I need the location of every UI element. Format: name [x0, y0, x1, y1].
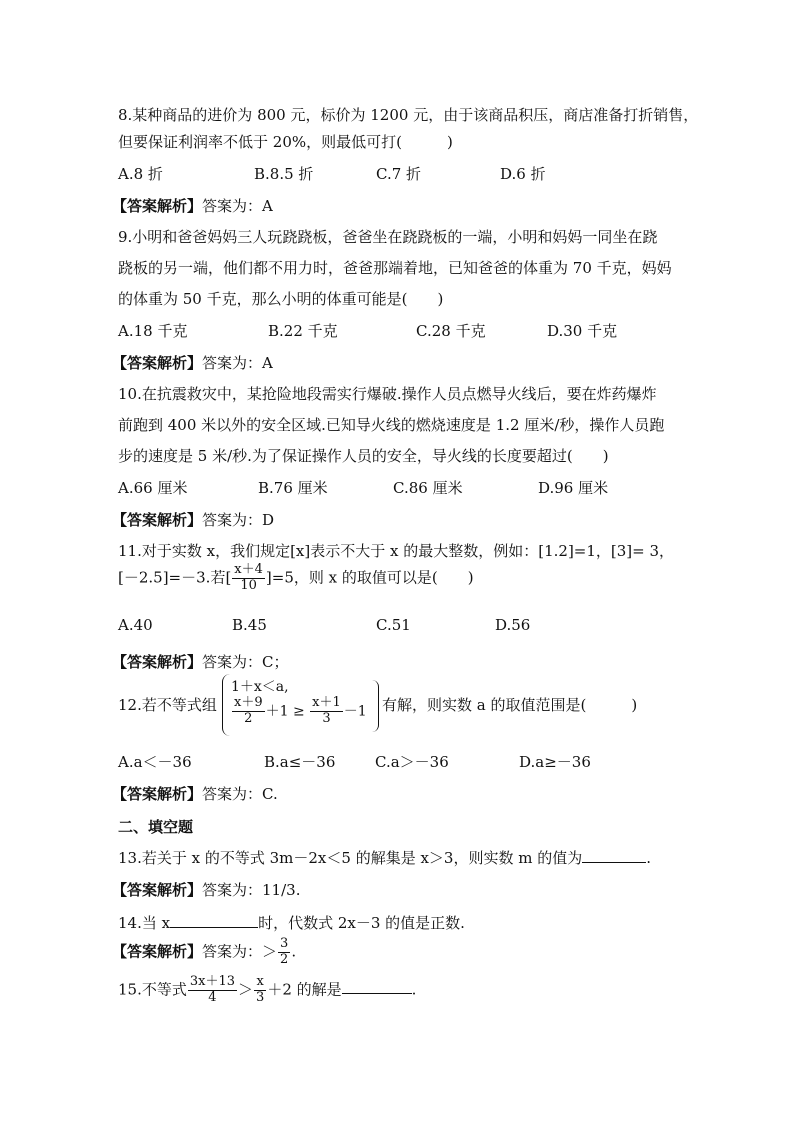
q15-plus: ＋2 的解是: [267, 980, 342, 999]
q12-fraction-2: [310, 696, 343, 727]
q14-text-start: 14.当 x: [118, 914, 171, 932]
q12-option-a: A.a＜－36: [118, 753, 192, 771]
q14-line: [118, 912, 465, 933]
fraction-denominator: 4: [208, 989, 217, 1005]
q12-option-c: C.a＞－36: [375, 753, 449, 771]
answer-tag: 【答案解析】: [112, 785, 203, 803]
answer-text: 答案为：11/3.: [202, 881, 301, 899]
q9-option-c: C.28 千克: [416, 322, 486, 340]
q12-row-2: [231, 696, 367, 727]
q8-answer: [112, 195, 273, 216]
answer-text: 答案为：C；: [202, 653, 289, 671]
q11-option-c: C.51: [376, 616, 411, 634]
q9-line-1: 9.小明和爸爸妈妈三人玩跷跷板，爸爸坐在跷跷板的一端，小明和妈妈一同坐在跷: [118, 228, 658, 246]
q15-answer-blank: [342, 992, 412, 994]
q8-option-d: D.6 折: [500, 165, 546, 183]
q10-option-d: D.96 厘米: [538, 479, 609, 497]
q11-line-2-end: ]=5，则 x 的取值可以是( ): [265, 568, 474, 587]
q12-fraction-1: [232, 696, 265, 727]
q10-line-3: 步的速度是 5 米/秒.为了保证操作人员的安全，导火线的长度要超过( ): [118, 447, 609, 465]
q14-answer: [112, 937, 296, 968]
fraction-numerator: 3: [280, 936, 289, 951]
q9-line-3: 的体重为 50 千克，那么小明的体重可能是( ): [118, 290, 444, 308]
answer-text: 答案为：D: [202, 511, 275, 529]
q11-line-2: [118, 563, 474, 594]
q13-text: 13.若关于 x 的不等式 3m－2x＜5 的解集是 x＞3，则实数 m 的值为: [118, 849, 583, 867]
q12-prefix: 12.若不等式组: [118, 696, 217, 714]
q15-line: [118, 975, 416, 1006]
q8-option-a: A.8 折: [118, 165, 163, 183]
q8-line-1: 8.某种商品的进价为 800 元，标价为 1200 元，由于该商品积压，商店准备打折销售，: [118, 106, 699, 124]
q11-line-1: 11.对于实数 x，我们规定[x]表示不大于 x 的最大整数，例如：[1.2]=1，[3]= 3，: [118, 542, 675, 560]
q12-suffix: 有解，则实数 a 的取值范围是( ): [382, 696, 638, 714]
q14-text-end: 时，代数式 2x－3 的值是正数.: [258, 914, 465, 932]
fraction-denominator: 2: [244, 710, 253, 726]
answer-text: 答案为：＞: [202, 942, 278, 961]
q12-answer: [112, 783, 278, 804]
q10-line-1: 10.在抗震救灾中，某抢险地段需实行爆破.操作人员点燃导火线后，要在炸药爆炸: [118, 385, 657, 403]
q13-answer: [112, 879, 300, 900]
fraction-denominator: 10: [240, 577, 257, 593]
answer-tag: 【答案解析】: [112, 942, 203, 961]
q11-fraction: [232, 563, 265, 594]
q15-greater-than: ＞: [238, 980, 254, 999]
q14-answer-fraction: [278, 937, 290, 968]
answer-text: 答案为：A: [202, 197, 273, 215]
q12-right-brace: [372, 680, 379, 732]
q15-fraction-2: [254, 975, 266, 1006]
q12-option-d: D.a≥－36: [519, 753, 591, 771]
fraction-denominator: 2: [280, 951, 289, 967]
q11-option-a: A.40: [118, 616, 153, 634]
q9-line-2: 跷板的另一端，他们都不用力时，爸爸那端着地，已知爸爸的体重为 70 千克，妈妈: [118, 259, 672, 277]
q11-answer: [112, 651, 289, 672]
answer-text: 答案为：A: [202, 354, 273, 372]
q9-option-b: B.22 千克: [268, 322, 338, 340]
q11-option-d: D.56: [495, 616, 531, 634]
q10-option-b: B.76 厘米: [258, 479, 328, 497]
q13-answer-blank: [582, 861, 646, 863]
q10-line-2: 前跑到 400 米以外的安全区域.已知导火线的燃烧速度是 1.2 厘米/秒，操作人员跑: [118, 416, 665, 434]
q13-period: .: [646, 849, 652, 867]
q11-option-b: B.45: [232, 616, 267, 634]
answer-tag: 【答案解析】: [112, 197, 203, 215]
q10-option-c: C.86 厘米: [393, 479, 463, 497]
fraction-numerator: x＋1: [312, 695, 341, 710]
q9-option-d: D.30 千克: [547, 322, 618, 340]
fraction-denominator: 3: [322, 710, 331, 726]
q12-left-brace: [222, 674, 231, 736]
q8-option-b: B.8.5 折: [254, 165, 314, 183]
answer-text: 答案为：C.: [202, 785, 278, 803]
q15-period: .: [411, 980, 417, 999]
answer-period: .: [291, 942, 297, 961]
q10-option-a: A.66 厘米: [118, 479, 188, 497]
q8-line-2: 但要保证利润率不低于 20%，则最低可打( ): [118, 133, 453, 151]
q12-option-b: B.a≤－36: [264, 753, 336, 771]
fraction-numerator: 3x＋13: [189, 974, 236, 989]
q12-mid: ＋1 ≥: [265, 703, 305, 720]
fraction-numerator: x＋9: [234, 695, 263, 710]
q14-answer-blank: [170, 926, 258, 928]
fraction-numerator: x: [254, 975, 266, 991]
q15-prefix: 15.不等式: [118, 980, 187, 999]
q13-line: [118, 847, 651, 868]
section-heading-fill-in: 二、填空题: [118, 818, 194, 836]
q8-option-c: C.7 折: [376, 165, 422, 183]
fraction-numerator: x＋4: [234, 562, 263, 577]
q15-fraction-1: [188, 975, 237, 1006]
q9-answer: [112, 352, 273, 373]
q12-row-1: 1＋x＜a,: [231, 679, 289, 695]
q10-answer: [112, 509, 274, 530]
q11-line-2-start: [－2.5]=－3.若[: [118, 568, 232, 587]
q12-tail: －1: [343, 703, 367, 720]
answer-tag: 【答案解析】: [112, 881, 203, 899]
answer-tag: 【答案解析】: [112, 511, 203, 529]
q9-option-a: A.18 千克: [118, 322, 188, 340]
fraction-denominator: 3: [256, 989, 265, 1005]
answer-tag: 【答案解析】: [112, 653, 203, 671]
answer-tag: 【答案解析】: [112, 354, 203, 372]
